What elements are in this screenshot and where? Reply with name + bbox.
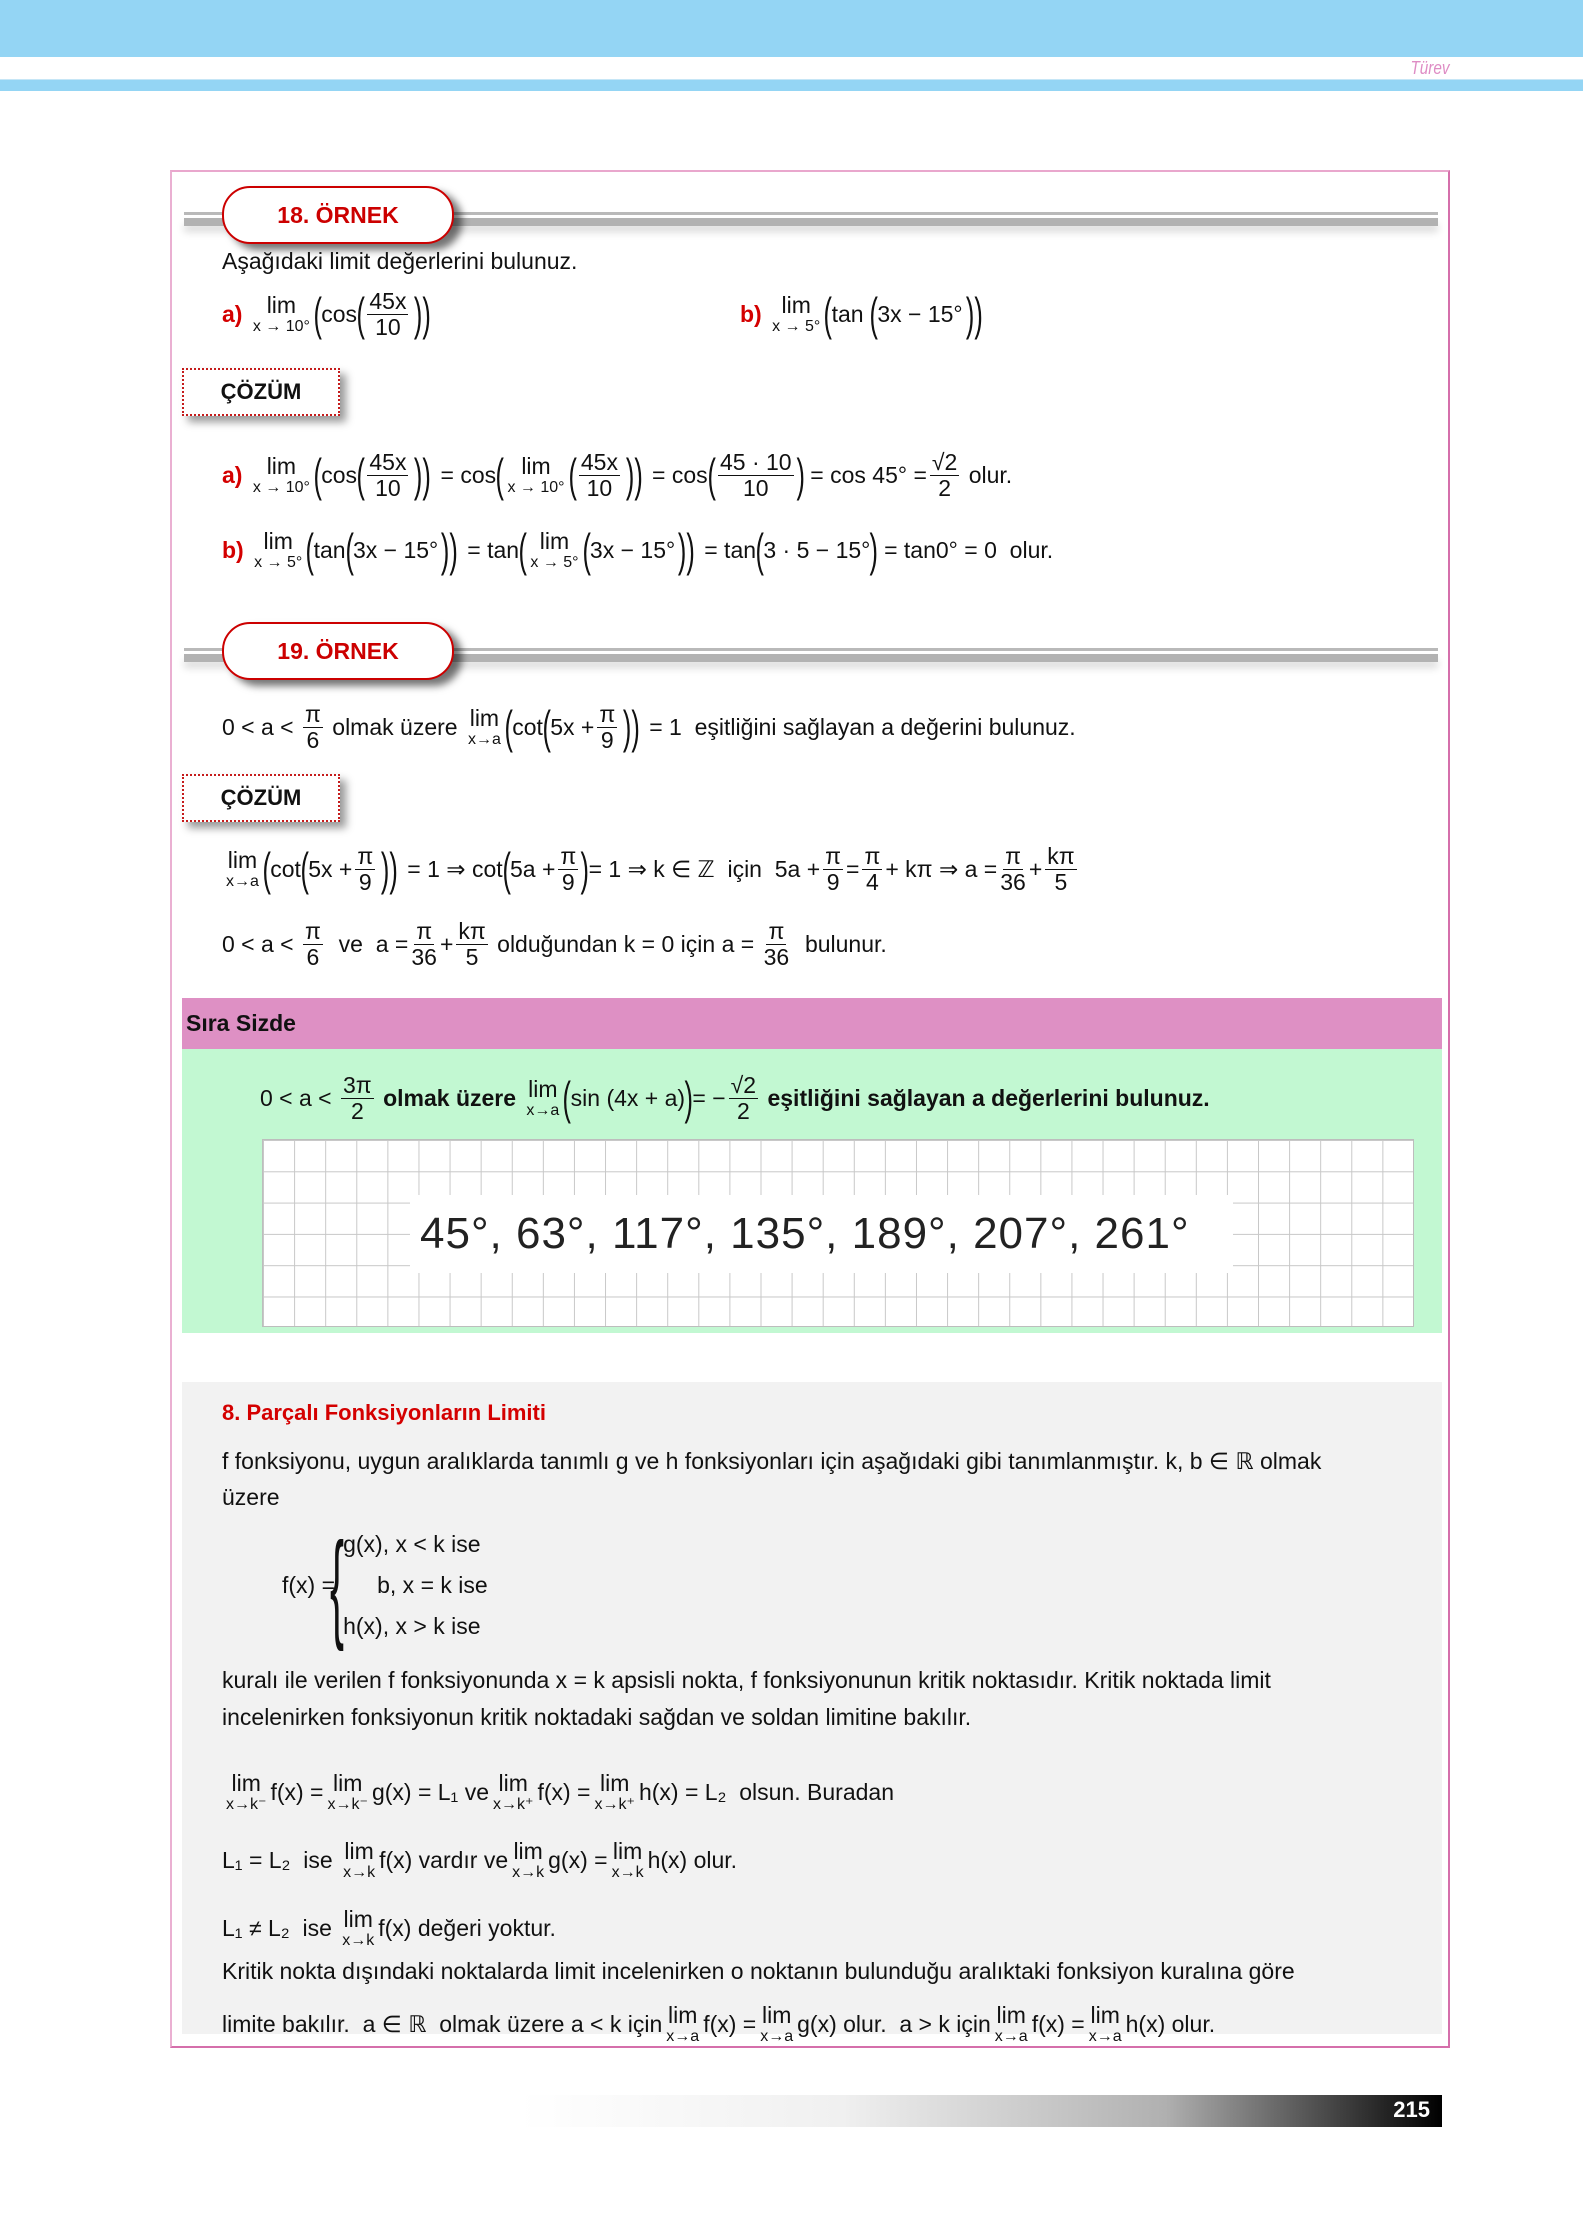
section-8-p2: kuralı ile verilen f fonksiyonunda x = k apsisli nokta, f fonksiyonunun kritik noktasıdır. Kritik noktada limit xyxy=(222,1667,1271,1693)
example-18-prompt: Aşağıdaki limit değerlerini bulunuz. xyxy=(222,248,578,274)
solution-label-18: ÇÖZÜM xyxy=(182,368,340,416)
header-stripe xyxy=(0,79,1583,91)
part-a-label: a) xyxy=(222,300,243,327)
case-2: b, x = k ise xyxy=(377,1571,488,1598)
section-8-p1b: üzere xyxy=(222,1484,280,1510)
content-frame xyxy=(170,170,1450,2048)
page-number: 215 xyxy=(1393,2097,1430,2122)
case-3: h(x), x > k ise xyxy=(343,1612,481,1639)
sira-sizde-question: 0 < a < $\frac{3\pi}{2}$ olmak üzere lim x→a ( sin (4x + a) ) = − $\frac{√2}{2}$ eşitliğini sağlayan a değerlerini bulunuz. xyxy=(260,1072,1210,1124)
section-8-p1: f fonksiyonu, uygun aralıklarda tanımlı g ve h fonksiyonları için aşağıdaki gibi tanımlanmıştır. k, b ∈ ℝ olmak xyxy=(222,1448,1322,1474)
section-8-eq3: L₁ ≠ L₂ ise lim x→k f(x) değeri yoktur. xyxy=(222,1905,556,1949)
section-8 xyxy=(182,1382,1442,2045)
section-8-title: 8. Parçalı Fonksiyonların Limiti xyxy=(222,1400,546,1425)
case-1: g(x), x < k ise xyxy=(343,1530,481,1557)
page-footer-bar xyxy=(520,2095,1442,2127)
section-8-p4: limite bakılır. a ∈ ℝ olmak üzere a < k için lim x→a f(x) = lim x→a g(x) olur. a > k için lim x→a f(x) = lim x→a h(x) olur. xyxy=(222,2001,1216,2045)
example-18-b: b) lim x → 5° ( tan ( 3x − 15° )) xyxy=(740,288,983,340)
solution-18-b: b) lim x → 5° ( tan ( 3x − 15° )) = tan ( lim x → 5° ( 3x − 15° )) = tan ( 3 · 5 − 15° ) = tan0° = 0 olur. xyxy=(222,524,1054,576)
section-8-p3: Kritik nokta dışındaki noktalarda limit incelenirken o noktanın bulunduğu aralıktaki fonksiyon kuralına göre xyxy=(222,1958,1295,1984)
example-19-badge: 19. ÖRNEK xyxy=(222,622,454,680)
sira-sizde-title: Sıra Sizde xyxy=(186,1010,296,1036)
chapter-title: Türev xyxy=(1410,58,1450,78)
solution-18-a: a) lim x → 10° ( cos ( $\frac{45x}{10}$ )) = cos ( lim x → 10° ( $\frac{45x}{10}$ )) = cos ( $\frac{45 \cdot 10}{10}$ ) = cos 45° = $\frac{√2}{2}$ olur. xyxy=(222,449,1013,501)
sira-sizde-header xyxy=(182,998,1442,1049)
sira-sizde-body xyxy=(182,1049,1442,1333)
example-18-badge: 18. ÖRNEK xyxy=(222,186,454,244)
header-band xyxy=(0,0,1583,57)
answer-grid[interactable] xyxy=(262,1139,1414,1327)
piecewise-definition: f(x) = { g(x), x < k ise b, x = k ise h(x), x > k ise xyxy=(282,1518,488,1652)
section-8-eq1: lim x→k⁻ f(x) = lim x→k⁻ g(x) = L₁ ve lim x→k⁺ f(x) = lim x→k⁺ h(x) = L₂ olsun. Buradan xyxy=(226,1769,894,1813)
solution-19-line1: lim x→a ( cot ( 5x + $\frac{\pi}{9}$ )) = 1 ⇒ cot ( 5a + $\frac{\pi}{9}$ ) = 1 ⇒ k ∈ ℤ için 5a + $\frac{\pi}{9}$ = $\frac{\pi}{4}$ + kπ ⇒ a = $\frac{\pi}{36}$ + $\frac{k\pi}{5}$ xyxy=(226,843,1075,895)
example-19-prompt: 0 < a < $\frac{\pi}{6}$ olmak üzere lim x→a ( cot ( 5x + $\frac{\pi}{9}$ )) = 1 eşitliğini sağlayan a değerini bulunuz. xyxy=(222,701,1076,753)
part-b-label: b) xyxy=(740,300,762,327)
solution-label-19: ÇÖZÜM xyxy=(182,774,340,822)
answer-text: 45°, 63°, 117°, 135°, 189°, 207°, 261° xyxy=(410,1195,1233,1273)
example-18-a: a) lim x → 10° ( cos ( $\frac{45x}{10}$ )) xyxy=(222,288,432,340)
solution-19-line2: 0 < a < $\frac{\pi}{6}$ ve a = $\frac{\pi}{36}$ + $\frac{k\pi}{5}$ olduğundan k = 0 için a = $\frac{\pi}{36}$ bulunur. xyxy=(222,918,887,970)
section-8-eq2: L₁ = L₂ ise lim x→k f(x) vardır ve lim x→k g(x) = lim x→k h(x) olur. xyxy=(222,1837,738,1881)
section-8-p2b: incelenirken fonksiyonun kritik noktadaki sağdan ve soldan limitine bakılır. xyxy=(222,1704,972,1730)
